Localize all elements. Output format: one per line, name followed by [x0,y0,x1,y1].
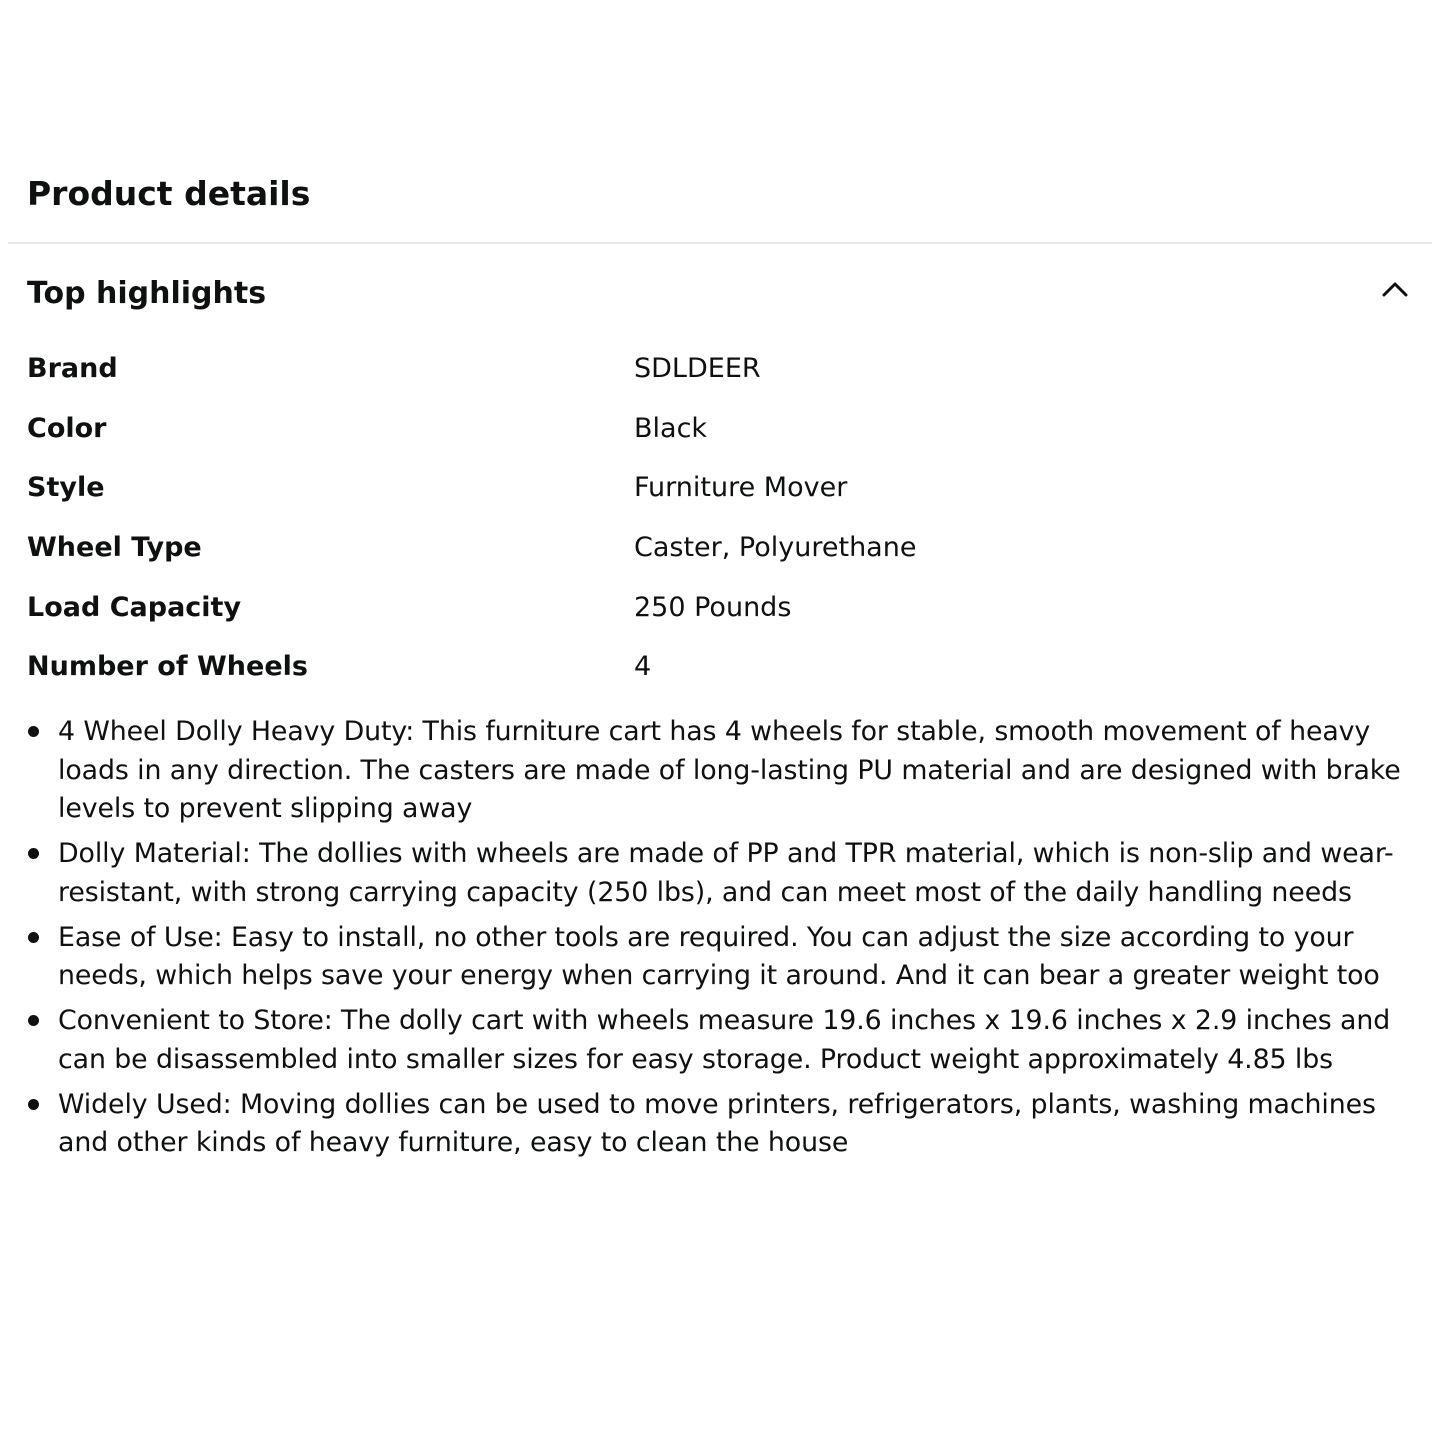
bullet-text: Convenient to Store: The dolly cart with wheels measure 19.6 inches x 19.6 inches x 2.9 inches and can be disassembled into smaller sizes for easy storage. Product weight approximately 4.85 lbs [58,1005,1391,1075]
spec-label: Color [27,412,107,444]
list-item [26,919,1410,996]
bullet-icon [28,1099,39,1110]
spec-value: 4 [634,651,652,683]
bullet-text: Ease of Use: Easy to install, no other tools are required. You can adjust the size according to your needs, which helps save your energy when carrying it around. And it can bear a greater weight too [58,921,1380,991]
section-divider [8,242,1432,244]
spec-label: Brand [27,353,118,384]
list-item [26,835,1410,912]
chevron-up-icon[interactable] [1377,274,1413,304]
list-item [26,1086,1410,1163]
bullet-icon [28,726,39,737]
spec-row-style [27,458,1407,518]
spec-label: Wheel Type [27,532,202,564]
spec-row-load-capacity [27,578,1407,638]
bullet-icon [28,848,39,859]
page-title: Product details [27,174,311,213]
feature-bullets [26,713,1410,1169]
spec-value: SDLDEER [634,353,761,384]
section-title: Top highlights [27,276,267,311]
spec-value: 250 Pounds [634,591,792,623]
spec-row-number-of-wheels [27,637,1407,697]
spec-value: Furniture Mover [634,472,848,504]
spec-row-color [27,399,1407,459]
spec-table [27,339,1407,697]
top-highlights-header[interactable] [27,272,1413,318]
spec-value: Black [634,412,708,444]
bullet-text: Dolly Material: The dollies with wheels are made of PP and TPR material, which is non-slip and wear-resistant, with strong carrying capacity (250 lbs), and can meet most of the daily handling needs [58,838,1394,908]
list-item [26,1002,1410,1079]
spec-row-wheel-type [27,518,1407,578]
spec-row-brand [27,339,1407,399]
spec-label: Number of Wheels [27,651,308,683]
list-item [26,713,1410,829]
bullet-text: 4 Wheel Dolly Heavy Duty: This furniture cart has 4 wheels for stable, smooth movement of heavy loads in any direction. The casters are made of long-lasting PU material and are designed with brake levels to prevent slipping away [58,716,1401,824]
spec-value: Caster, Polyurethane [634,532,917,564]
spec-label: Load Capacity [27,591,242,623]
spec-label: Style [27,472,105,504]
bullet-icon [28,932,39,943]
bullet-text: Widely Used: Moving dollies can be used to move printers, refrigerators, plants, washing machines and other kinds of heavy furniture, easy to clean the house [58,1088,1376,1158]
bullet-icon [28,1015,39,1026]
